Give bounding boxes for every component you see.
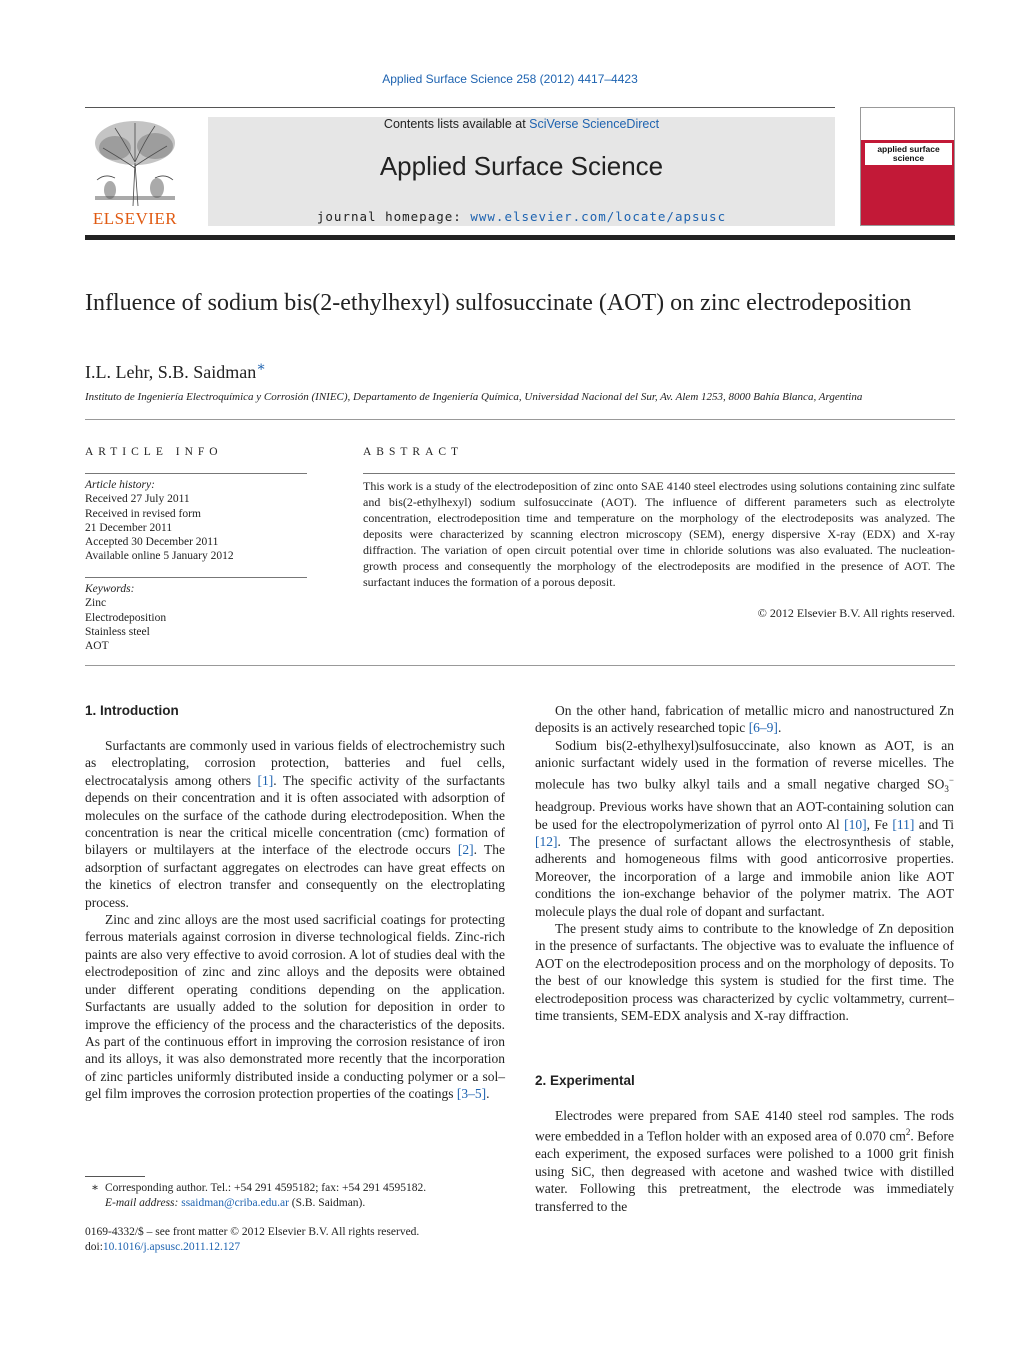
author-names: I.L. Lehr, S.B. Saidman xyxy=(85,362,257,382)
ref-link[interactable]: [11] xyxy=(892,816,915,832)
keywords-rule xyxy=(85,577,307,578)
contents-line xyxy=(208,117,835,131)
history-item: Received in revised form xyxy=(85,507,201,520)
article-info-rule xyxy=(85,473,307,474)
affiliation: Instituto de Ingeniería Electroquímica y Corrosión (INIEC), Departamento de Ingeniería Química, Universidad Nacional del Sur, Av. Alem 1253, 8000 Bahía Blanca, Argentina xyxy=(85,391,863,403)
intro-paragraph-5: The present study aims to contribute to the knowledge of Zn deposition in the presence of surfactants. The objective was to evaluate the influence of AOT on the electrodeposition process and on the morphology of deposits. To the best of our knowledge this system is studied for the first time. The electrodeposition process was characterized by cyclic voltammetry, current–time transients, SEM-EDX analysis and X-ray diffraction. xyxy=(535,921,954,1024)
issn-line: 0169-4332/$ – see front matter © 2012 Elsevier B.V. All rights reserved. xyxy=(85,1226,420,1238)
contents-prefix: Contents lists available at xyxy=(383,117,530,131)
homepage-prefix: journal homepage: xyxy=(316,209,471,224)
abstract-rule xyxy=(363,473,955,474)
intro-paragraph-2 xyxy=(85,911,505,1102)
article-title: Influence of sodium bis(2-ethylhexyl) sulfosuccinate (AOT) on zinc electrodeposition xyxy=(85,290,912,316)
email-link[interactable]: ssaidman@criba.edu.ar xyxy=(181,1197,289,1209)
doi-line xyxy=(85,1240,505,1255)
keyword: Zinc xyxy=(85,597,107,610)
footnote-rule xyxy=(85,1176,145,1177)
elsevier-wordmark: ELSEVIER xyxy=(92,209,178,228)
cover-top-band xyxy=(861,108,954,140)
history-item: 21 December 2011 xyxy=(85,521,173,534)
abstract-copyright: © 2012 Elsevier B.V. All rights reserved. xyxy=(757,606,955,620)
ref-link[interactable]: [12] xyxy=(535,834,558,850)
cover-title: applied surface science xyxy=(865,143,952,165)
introduction-heading: 1. Introduction xyxy=(85,703,179,718)
footnote-mark: ∗ xyxy=(91,1182,99,1194)
right-body-column xyxy=(535,702,954,1025)
front-matter-info xyxy=(85,1225,505,1255)
sciencedirect-link[interactable]: SciVerse ScienceDirect xyxy=(529,117,660,131)
superscript: − xyxy=(948,774,954,785)
doi-link[interactable]: 10.1016/j.apsusc.2011.12.127 xyxy=(102,1241,241,1253)
front-matter-rule xyxy=(85,665,955,666)
homepage-line xyxy=(208,209,835,224)
intro-paragraph-4 xyxy=(535,737,954,920)
history-label: Article history: xyxy=(85,479,155,491)
header-top-rule xyxy=(85,107,835,108)
history-item: Received 27 July 2011 xyxy=(85,493,190,506)
keyword: Stainless steel xyxy=(85,625,150,638)
email-line xyxy=(85,1196,505,1211)
elsevier-logo[interactable] xyxy=(85,118,185,226)
keyword: Electrodeposition xyxy=(85,611,167,624)
text-run: . The presence of surfactant allows the electrosynthesis of stable, adherents and homogeneous films with good anticorrosive properties. Moreover, the incorporation of a large and immobile anion like AOT conditions the ion-exchange behavior of the polymer matrix. The AOT molecule plays the dual role of dopant and surfactant. xyxy=(535,834,954,919)
footnote-line xyxy=(85,1181,505,1196)
corresponding-author-mark[interactable]: ∗ xyxy=(256,360,266,375)
text-run: Electrodes were prepared from SAE 4140 steel rod samples. The rods were embedded in a Teflon holder with an exposed area of 0.070 cm xyxy=(535,1108,954,1144)
journal-banner xyxy=(208,117,835,226)
text-run: . The specific activity of the surfactants depends on their concentration and it is often associated with adsorption of molecules on the surface of the cathode during electrodeposition. When the concentration is near the critical micelle concentration (cmc) formation of bilayers or multilayers at the interface of the electrode occurs xyxy=(85,772,505,858)
text-run: . Before each experiment, the exposed surfaces were polished to a 1000 grit finish using SiC, then degreased with acetone and washed twice with distilled water. Following this pretreatment, the electrode was immediately transferred to the xyxy=(535,1128,954,1214)
keyword: AOT xyxy=(85,640,109,653)
journal-cover-image[interactable] xyxy=(860,107,955,226)
abstract-heading: ABSTRACT xyxy=(363,446,464,458)
ref-link[interactable]: [2] xyxy=(457,842,474,858)
footnote xyxy=(85,1181,505,1211)
text-run: Zinc and zinc alloys are the most used sacrificial coatings for protecting ferrous materials against corrosion in diverse technological fields. Zinc-rich paints are also very effective to avoid corrosion. A lot of studies deal with the electrodeposition of zinc and zinc alloys and the deposits were obtained under different operating conditions depending on the application. Surfactants are usually added to the solution for deposition in order to improve the efficiency of the process and the characteristics of the deposits. As part of the continuous effort in improving the corrosion resistance of iron and its alloys, it was also demonstrated more recently that the incorporation of zinc particles uniformly distributed inside a conducting polymer or a sol–gel film improves the corrosion protection properties of the coatings xyxy=(85,912,505,1102)
homepage-link[interactable]: www.elsevier.com/locate/apsusc xyxy=(470,209,727,224)
ref-link[interactable]: [10] xyxy=(844,816,867,832)
text-run: , Fe xyxy=(866,816,893,832)
experimental-heading: 2. Experimental xyxy=(535,1073,635,1088)
intro-paragraph-1 xyxy=(85,737,505,911)
ref-link[interactable]: [6–9] xyxy=(748,720,778,736)
elsevier-tree-icon xyxy=(85,118,185,208)
text-run: Surfactants are commonly used in various fields of electrochemistry such as electroplating, corrosion protection, batteries and fuel cells, electrocatalysis among others xyxy=(85,738,505,788)
journal-name: Applied Surface Science xyxy=(379,151,664,181)
history-item: Accepted 30 December 2011 xyxy=(85,536,219,549)
text-run: . xyxy=(777,720,782,736)
experimental-paragraph-1 xyxy=(535,1107,954,1215)
left-body-column xyxy=(85,737,505,1103)
history-item: Available online 5 January 2012 xyxy=(85,550,234,563)
affiliation-rule xyxy=(85,419,955,420)
text-run: . The adsorption of surfactant aggregates on electrodes can have great effects on the kinetics of electron transfer and consequently on the electroplating process. xyxy=(85,842,505,910)
header-bottom-rule xyxy=(85,235,955,240)
keywords-label: Keywords: xyxy=(85,583,135,595)
article-info-heading: ARTICLE INFO xyxy=(85,446,223,458)
superscript: 2 xyxy=(905,1127,911,1138)
article-history xyxy=(85,478,307,564)
text-run: . xyxy=(486,1086,490,1102)
footnote-text: Corresponding author. Tel.: +54 291 4595182; fax: +54 291 4595182. xyxy=(105,1182,427,1194)
text-run: headgroup. Previous works have shown that an AOT-containing solution can be used for the electropolymerization of pyrrol onto Al xyxy=(535,799,954,832)
subscript: 3 xyxy=(944,783,949,794)
email-label: E-mail address: xyxy=(105,1197,182,1209)
text-run: Sodium bis(2-ethylhexyl)sulfosuccinate, also known as AOT, is an anionic surfactant widely used in the formation of reverse micelles. The molecule has two bulky alkyl tails and a small negative charged SO xyxy=(535,737,954,792)
ref-link[interactable]: [3–5] xyxy=(456,1086,487,1102)
email-suffix: (S.B. Saidman). xyxy=(288,1197,366,1209)
text-run: and Ti xyxy=(914,816,954,832)
abstract-text: This work is a study of the electrodeposition of zinc onto SAE 4140 steel electrodes using solutions containing zinc sulfate and bis(2-ethylhexyl) sodium sulfosuccinate (AOT). The influence of different parameters such as electrolyte concentration, electrodeposition time and temperature on the morphology of the electrodeposits was analyzed. The deposits were characterized by scanning electron microscopy (SEM), energy dispersive X-ray (EDX) and X-ray diffraction. The variation of open circuit potential over time in chloride solutions was also evaluated. The nucleation-growth process and consequently the morphology of the electrodeposits are modified in the presence of AOT. The surfactant induces the formation of a porous deposit. xyxy=(363,479,955,589)
intro-paragraph-3 xyxy=(535,702,954,737)
keywords xyxy=(85,582,307,653)
authors xyxy=(85,359,266,383)
journal-citation[interactable]: Applied Surface Science 258 (2012) 4417–4423 xyxy=(382,72,638,86)
doi-prefix: doi: xyxy=(85,1241,103,1253)
text-run: On the other hand, fabrication of metallic micro and nanostructured Zn deposits is an actively researched topic xyxy=(535,703,954,736)
experimental-body xyxy=(535,1107,954,1215)
ref-link[interactable]: [1] xyxy=(257,772,274,788)
